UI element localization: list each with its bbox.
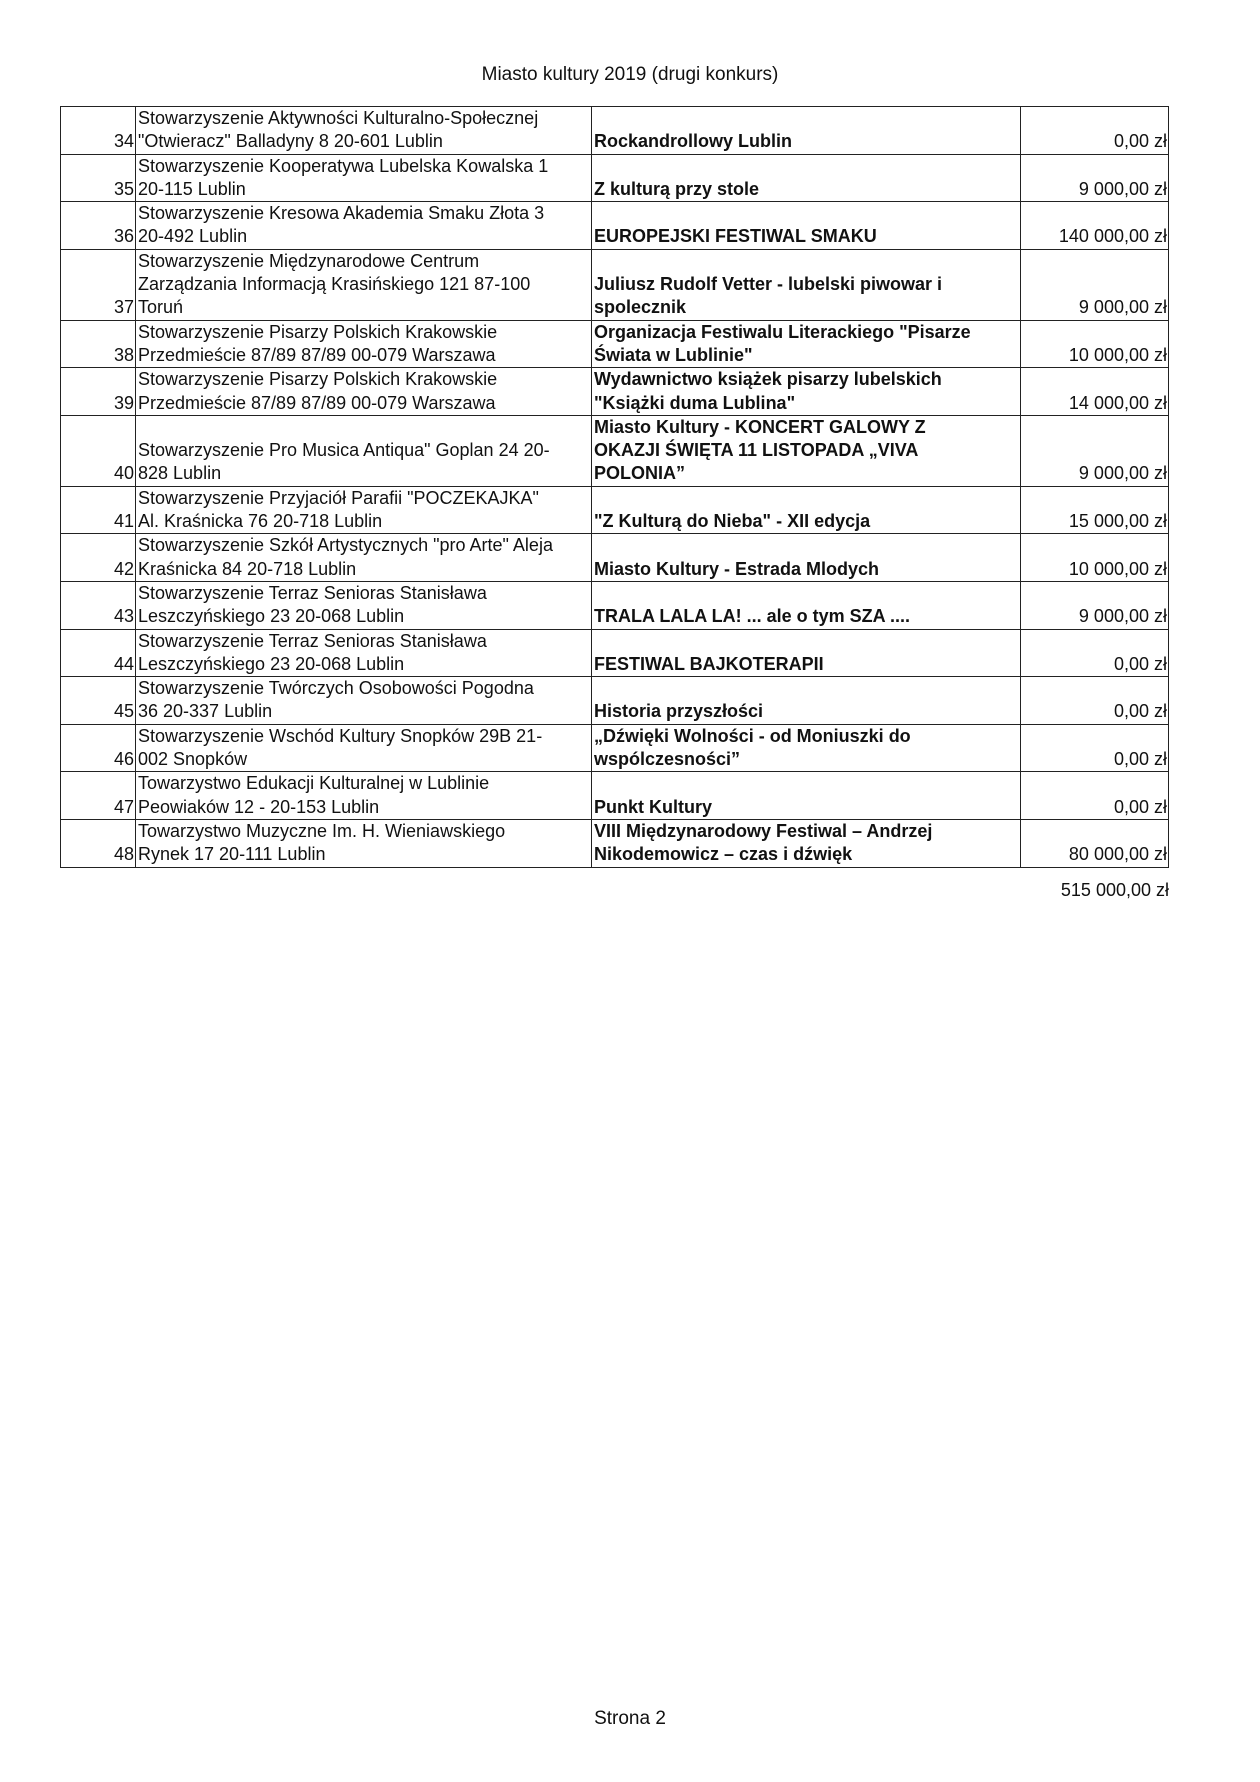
organization-cell: Stowarzyszenie Wschód Kultury Snopków 29B 21- 002 Snopków bbox=[136, 724, 592, 772]
project-cell: FESTIWAL BAJKOTERAPII bbox=[592, 629, 1021, 677]
row-number: 44 bbox=[61, 629, 136, 677]
project-cell: Miasto Kultury - Estrada Mlodych bbox=[592, 534, 1021, 582]
project-cell: "Z Kulturą do Nieba" - XII edycja bbox=[592, 486, 1021, 534]
table-row bbox=[61, 249, 1169, 320]
row-number: 36 bbox=[61, 202, 136, 250]
table-row bbox=[61, 677, 1169, 725]
row-number: 37 bbox=[61, 249, 136, 320]
amount-cell: 10 000,00 zł bbox=[1021, 534, 1169, 582]
organization-cell: Stowarzyszenie Kooperatywa Lubelska Kowalska 1 20-115 Lublin bbox=[136, 154, 592, 202]
amount-cell: 80 000,00 zł bbox=[1021, 819, 1169, 867]
row-number: 48 bbox=[61, 819, 136, 867]
project-cell: Wydawnictwo książek pisarzy lubelskich "Książki duma Lublina" bbox=[592, 368, 1021, 416]
table-row bbox=[61, 154, 1169, 202]
table-row bbox=[61, 629, 1169, 677]
amount-cell: 140 000,00 zł bbox=[1021, 202, 1169, 250]
row-number: 42 bbox=[61, 534, 136, 582]
table-row bbox=[61, 107, 1169, 155]
project-cell: Juliusz Rudolf Vetter - lubelski piwowar i spolecznik bbox=[592, 249, 1021, 320]
organization-cell: Stowarzyszenie Szkół Artystycznych "pro Arte" Aleja Kraśnicka 84 20-718 Lublin bbox=[136, 534, 592, 582]
page-number: Strona 2 bbox=[594, 1708, 666, 1729]
row-number: 45 bbox=[61, 677, 136, 725]
project-cell: Miasto Kultury - KONCERT GALOWY Z OKAZJI ŚWIĘTA 11 LISTOPADA „VIVA POLONIA” bbox=[592, 415, 1021, 486]
organization-cell: Stowarzyszenie Twórczych Osobowości Pogodna 36 20-337 Lublin bbox=[136, 677, 592, 725]
table-row bbox=[61, 368, 1169, 416]
amount-cell: 0,00 zł bbox=[1021, 677, 1169, 725]
amount-cell: 0,00 zł bbox=[1021, 629, 1169, 677]
organization-cell: Stowarzyszenie Przyjaciół Parafii "POCZEKAJKA" Al. Kraśnicka 76 20-718 Lublin bbox=[136, 486, 592, 534]
amount-cell: 9 000,00 zł bbox=[1021, 249, 1169, 320]
row-number: 47 bbox=[61, 772, 136, 820]
project-cell: Z kulturą przy stole bbox=[592, 154, 1021, 202]
organization-cell: Stowarzyszenie Pisarzy Polskich Krakowskie Przedmieście 87/89 87/89 00-079 Warszawa bbox=[136, 320, 592, 368]
grants-table-body bbox=[61, 107, 1169, 868]
row-number: 46 bbox=[61, 724, 136, 772]
organization-cell: Stowarzyszenie Międzynarodowe Centrum Zarządzania Informacją Krasińskiego 121 87-100 Toruń bbox=[136, 249, 592, 320]
row-number: 40 bbox=[61, 415, 136, 486]
amount-cell: 15 000,00 zł bbox=[1021, 486, 1169, 534]
table-row bbox=[61, 415, 1169, 486]
organization-cell: Stowarzyszenie Terraz Senioras Stanisława Leszczyńskiego 23 20-068 Lublin bbox=[136, 581, 592, 629]
amount-cell: 9 000,00 zł bbox=[1021, 154, 1169, 202]
project-cell: TRALA LALA LA! ... ale o tym SZA .... bbox=[592, 581, 1021, 629]
organization-cell: Stowarzyszenie Pro Musica Antiqua" Goplan 24 20- 828 Lublin bbox=[136, 415, 592, 486]
project-cell: Rockandrollowy Lublin bbox=[592, 107, 1021, 155]
organization-cell: Stowarzyszenie Aktywności Kulturalno-Społecznej "Otwieracz" Balladyny 8 20-601 Lublin bbox=[136, 107, 592, 155]
amount-cell: 0,00 zł bbox=[1021, 724, 1169, 772]
project-cell: „Dźwięki Wolności - od Moniuszki do wspólczesności” bbox=[592, 724, 1021, 772]
project-cell: EUROPEJSKI FESTIWAL SMAKU bbox=[592, 202, 1021, 250]
row-number: 41 bbox=[61, 486, 136, 534]
project-cell: VIII Międzynarodowy Festiwal – Andrzej Nikodemowicz – czas i dźwięk bbox=[592, 819, 1021, 867]
row-number: 35 bbox=[61, 154, 136, 202]
table-row bbox=[61, 320, 1169, 368]
total-amount: 515 000,00 zł bbox=[1060, 880, 1169, 900]
page-title: Miasto kultury 2019 (drugi konkurs) bbox=[481, 64, 779, 85]
row-number: 34 bbox=[61, 107, 136, 155]
amount-cell: 0,00 zł bbox=[1021, 107, 1169, 155]
organization-cell: Stowarzyszenie Terraz Senioras Stanisława Leszczyńskiego 23 20-068 Lublin bbox=[136, 629, 592, 677]
organization-cell: Stowarzyszenie Pisarzy Polskich Krakowskie Przedmieście 87/89 87/89 00-079 Warszawa bbox=[136, 368, 592, 416]
amount-cell: 9 000,00 zł bbox=[1021, 581, 1169, 629]
table-row bbox=[61, 819, 1169, 867]
row-number: 39 bbox=[61, 368, 136, 416]
organization-cell: Towarzystwo Muzyczne Im. H. Wieniawskiego Rynek 17 20-111 Lublin bbox=[136, 819, 592, 867]
organization-cell: Stowarzyszenie Kresowa Akademia Smaku Złota 3 20-492 Lublin bbox=[136, 202, 592, 250]
table-row bbox=[61, 486, 1169, 534]
amount-cell: 14 000,00 zł bbox=[1021, 368, 1169, 416]
project-cell: Organizacja Festiwalu Literackiego "Pisarze Świata w Lublinie" bbox=[592, 320, 1021, 368]
project-cell: Historia przyszłości bbox=[592, 677, 1021, 725]
table-row bbox=[61, 724, 1169, 772]
row-number: 43 bbox=[61, 581, 136, 629]
amount-cell: 0,00 zł bbox=[1021, 772, 1169, 820]
amount-cell: 10 000,00 zł bbox=[1021, 320, 1169, 368]
grants-table bbox=[60, 106, 1169, 868]
table-row bbox=[61, 581, 1169, 629]
organization-cell: Towarzystwo Edukacji Kulturalnej w Lublinie Peowiaków 12 - 20-153 Lublin bbox=[136, 772, 592, 820]
table-row bbox=[61, 202, 1169, 250]
row-number: 38 bbox=[61, 320, 136, 368]
project-cell: Punkt Kultury bbox=[592, 772, 1021, 820]
table-row bbox=[61, 772, 1169, 820]
table-row bbox=[61, 534, 1169, 582]
amount-cell: 9 000,00 zł bbox=[1021, 415, 1169, 486]
